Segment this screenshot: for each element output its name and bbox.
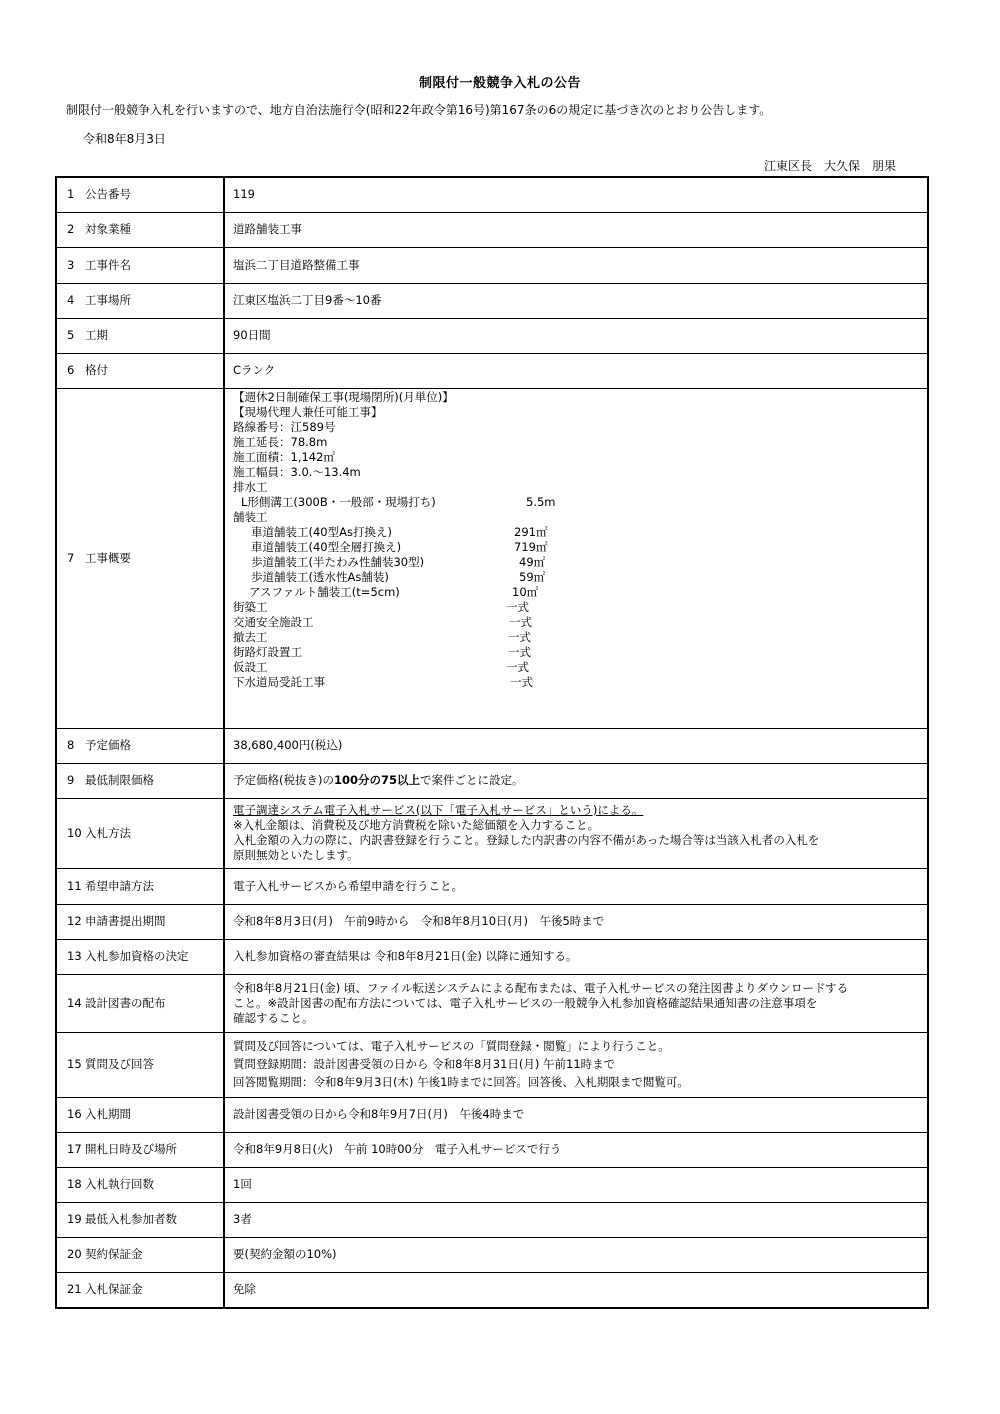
row-label bbox=[56, 353, 224, 388]
row-value: 3者 bbox=[224, 1202, 928, 1237]
label-text: 予定価格 bbox=[85, 738, 131, 752]
table-row bbox=[56, 728, 928, 763]
table-row bbox=[56, 1167, 928, 1202]
work-item-name: L形側溝工(300B・一般部・現場打ち) bbox=[241, 494, 436, 509]
table-row bbox=[56, 212, 928, 247]
row-number: 12 bbox=[67, 914, 82, 928]
label-text: 質問及び回答 bbox=[85, 1057, 154, 1071]
row-label bbox=[56, 868, 224, 904]
work-item-name: 車道舗装工(40型As打換え) bbox=[251, 524, 392, 539]
label-text: 公告番号 bbox=[85, 187, 131, 202]
intro-text: 制限付一般競争入札を行いますので、地方自治法施行令(昭和22年政令第16号)第167条の6の規定に基づき次のとおり公告します。 bbox=[66, 103, 772, 117]
row-value: 1回 bbox=[224, 1167, 928, 1202]
row-label bbox=[56, 177, 224, 212]
row-label bbox=[56, 388, 224, 728]
row-label bbox=[56, 1097, 224, 1132]
row-label bbox=[56, 283, 224, 318]
work-item bbox=[233, 555, 919, 570]
notice-date: 令和8年8月3日 bbox=[83, 132, 166, 146]
label-text: 格付 bbox=[85, 363, 108, 377]
row-value: 90日間 bbox=[224, 318, 928, 353]
table-row bbox=[56, 1237, 928, 1272]
row-number: 14 bbox=[67, 995, 82, 1010]
row-value: 電子入札サービスから希望申請を行うこと。 bbox=[224, 868, 928, 904]
row-value bbox=[224, 763, 928, 798]
notice-title: 制限付一般競争入札の公告 bbox=[418, 76, 581, 91]
label-text: 申請書提出期間 bbox=[85, 914, 166, 928]
work-item-name: 車道舗装工(40型全層打換え) bbox=[251, 539, 402, 554]
overview-line: 舗装工 bbox=[233, 509, 268, 524]
work-item-qty: 49㎡ bbox=[519, 554, 546, 569]
work-item bbox=[233, 495, 919, 510]
label-text: 工事場所 bbox=[85, 293, 131, 307]
row-label bbox=[56, 763, 224, 798]
row-number: 1 bbox=[67, 187, 75, 202]
row-label bbox=[56, 247, 224, 283]
work-item-name: アスファルト舗装工(t=5cm) bbox=[249, 584, 400, 599]
value-text: 予定価格(税抜き)の bbox=[233, 773, 334, 787]
table-row bbox=[56, 868, 928, 904]
drawings-line: こと。※設計図書の配布方法については、電子入札サービスの一般競争入札参加資格確認結果通知書の注意事項を bbox=[233, 995, 818, 1010]
work-item-name: 下水道局受託工事 bbox=[233, 674, 325, 689]
row-number: 15 bbox=[67, 1057, 82, 1071]
work-item bbox=[233, 660, 919, 675]
row-number: 3 bbox=[67, 257, 75, 272]
work-item bbox=[233, 675, 919, 690]
work-item-qty: 719㎡ bbox=[514, 539, 548, 554]
label-text: 契約保証金 bbox=[85, 1247, 143, 1261]
work-item bbox=[233, 630, 919, 645]
work-item-qty: 一式 bbox=[509, 614, 532, 629]
row-label bbox=[56, 1202, 224, 1237]
bid-method-line: 入札金額の入力の際に、内訳書登録を行うこと。登録した内訳書の内容不備があった場合等は当該入札者の入札を bbox=[233, 833, 820, 847]
work-item-name: 歩道舗装工(半たわみ性舗装30型) bbox=[251, 554, 425, 569]
row-value: 38,680,400円(税込) bbox=[224, 728, 928, 763]
overview-line: 【現場代理人兼任可能工事】 bbox=[233, 404, 383, 419]
table-row bbox=[56, 1272, 928, 1308]
work-item-qty: 一式 bbox=[508, 644, 531, 659]
row-value: 令和8年9月8日(火) 午前 10時00分 電子入札サービスで行う bbox=[224, 1132, 928, 1167]
row-value: 令和8年8月3日(月) 午前9時から 令和8年8月10日(月) 午後5時まで bbox=[224, 904, 928, 939]
table-row bbox=[56, 904, 928, 939]
label-text: 入札方法 bbox=[85, 825, 131, 840]
label-text: 工事概要 bbox=[85, 550, 131, 565]
table-row bbox=[56, 283, 928, 318]
label-text: 設計図書の配布 bbox=[85, 995, 166, 1010]
overview-line: 施工幅員：3.0.～13.4m bbox=[233, 464, 361, 479]
drawings-line: 確認すること。 bbox=[233, 1010, 314, 1025]
row-number: 2 bbox=[67, 222, 75, 236]
work-item-qty: 10㎡ bbox=[512, 584, 539, 599]
work-item-name: 街築工 bbox=[233, 599, 268, 614]
table-row bbox=[56, 974, 928, 1032]
overview-line: 【週休2日制確保工事(現場閉所)(月単位)】 bbox=[233, 389, 454, 404]
row-label bbox=[56, 1132, 224, 1167]
work-item-name: 街路灯設置工 bbox=[233, 644, 302, 659]
value-emphasis: 100分の75以上 bbox=[333, 773, 420, 787]
row-number: 16 bbox=[67, 1107, 82, 1121]
label-text: 工事件名 bbox=[85, 257, 131, 272]
bid-method-line: 原則無効といたします。 bbox=[233, 848, 359, 862]
work-item-name: 歩道舗装工(透水性As舗装) bbox=[251, 569, 389, 584]
row-label bbox=[56, 904, 224, 939]
work-item bbox=[233, 540, 919, 555]
row-number: 4 bbox=[67, 293, 75, 307]
table-row bbox=[56, 763, 928, 798]
label-text: 最低制限価格 bbox=[85, 773, 154, 787]
label-text: 工期 bbox=[85, 328, 108, 342]
table-row bbox=[56, 318, 928, 353]
table-row bbox=[56, 1032, 928, 1097]
row-value: 江東区塩浜二丁目9番～10番 bbox=[224, 283, 928, 318]
qa-line: 回答閲覧期間：令和8年9月3日(木) 午後1時までに回答。回答後、入札期限まで閲覧可。 bbox=[233, 1075, 689, 1089]
table-row bbox=[56, 388, 928, 728]
work-item-name: 交通安全施設工 bbox=[233, 614, 314, 629]
label-text: 入札期間 bbox=[85, 1107, 131, 1121]
row-label bbox=[56, 1272, 224, 1308]
overview-line: 施工面積：1,142㎡ bbox=[233, 449, 335, 464]
row-value: 入札参加資格の審査結果は 令和8年8月21日(金) 以降に通知する。 bbox=[224, 939, 928, 974]
label-text: 開札日時及び場所 bbox=[85, 1142, 177, 1156]
work-item-qty: 一式 bbox=[508, 629, 531, 644]
row-value: 道路舗装工事 bbox=[224, 212, 928, 247]
work-item-qty: 一式 bbox=[506, 599, 529, 614]
row-value: Cランク bbox=[224, 353, 928, 388]
work-item-name: 仮設工 bbox=[233, 659, 268, 674]
row-number: 8 bbox=[67, 738, 75, 752]
row-number: 21 bbox=[67, 1282, 82, 1297]
qa-line: 質問登録期間：設計図書受領の日から 令和8年8月31日(月) 午前11時まで bbox=[233, 1057, 616, 1071]
row-label bbox=[56, 1167, 224, 1202]
work-item bbox=[233, 600, 919, 615]
row-number: 11 bbox=[67, 878, 82, 893]
label-text: 対象業種 bbox=[85, 222, 131, 236]
label-text: 最低入札参加者数 bbox=[85, 1212, 177, 1226]
row-value: 設計図書受領の日から令和8年9月7日(月) 午後4時まで bbox=[224, 1097, 928, 1132]
work-item-qty: 一式 bbox=[510, 674, 533, 689]
overview-line: 施工延長：78.8m bbox=[233, 434, 328, 449]
work-item bbox=[233, 525, 919, 540]
work-item-qty: 291㎡ bbox=[514, 524, 548, 539]
signer: 江東区長 大久保 朋果 bbox=[763, 159, 896, 173]
row-label bbox=[56, 728, 224, 763]
row-value: 119 bbox=[224, 177, 928, 212]
row-value bbox=[224, 1032, 928, 1097]
table-row bbox=[56, 939, 928, 974]
table-row bbox=[56, 353, 928, 388]
work-item-qty: 59㎡ bbox=[519, 569, 546, 584]
row-value: 免除 bbox=[224, 1272, 928, 1308]
qa-line: 質問及び回答については、電子入札サービスの「質問登録・閲覧」により行うこと。 bbox=[233, 1039, 670, 1053]
row-number: 13 bbox=[67, 949, 82, 963]
row-number: 10 bbox=[67, 825, 82, 840]
row-number: 18 bbox=[67, 1177, 82, 1191]
drawings-line: 令和8年8月21日(金) 頃、ファイル転送システムによる配布または、電子入札サービスの発注図書よりダウンロードする bbox=[233, 980, 849, 995]
work-item-qty: 一式 bbox=[506, 659, 529, 674]
bid-method-line: ※入札金額は、消費税及び地方消費税を除いた総価額を入力すること。 bbox=[233, 818, 600, 832]
row-label bbox=[56, 212, 224, 247]
row-label bbox=[56, 798, 224, 868]
row-number: 6 bbox=[67, 363, 75, 377]
row-number: 17 bbox=[67, 1142, 82, 1156]
value-text: で案件ごとに設定。 bbox=[420, 773, 524, 787]
table-row bbox=[56, 1097, 928, 1132]
work-item-qty: 5.5m bbox=[526, 494, 556, 509]
overview-line: 排水工 bbox=[233, 479, 268, 494]
table-row bbox=[56, 1132, 928, 1167]
overview-line: 路線番号：江589号 bbox=[233, 419, 336, 434]
table-row bbox=[56, 798, 928, 868]
row-value: 塩浜二丁目道路整備工事 bbox=[224, 247, 928, 283]
table-row bbox=[56, 1202, 928, 1237]
row-value: 要(契約金額の10%) bbox=[224, 1237, 928, 1272]
row-label bbox=[56, 1237, 224, 1272]
table-row bbox=[56, 247, 928, 283]
label-text: 希望申請方法 bbox=[85, 878, 154, 893]
row-label bbox=[56, 939, 224, 974]
work-item-name: 撤去工 bbox=[233, 629, 268, 644]
label-text: 入札参加資格の決定 bbox=[85, 949, 189, 963]
notice-table bbox=[55, 176, 929, 1309]
row-number: 20 bbox=[67, 1247, 82, 1261]
row-number: 19 bbox=[67, 1212, 82, 1226]
row-label bbox=[56, 318, 224, 353]
row-number: 5 bbox=[67, 328, 75, 342]
row-number: 7 bbox=[67, 550, 75, 565]
work-item bbox=[233, 615, 919, 630]
row-value bbox=[224, 798, 928, 868]
row-label bbox=[56, 974, 224, 1032]
bid-method-line: 電子調達システム電子入札サービス(以下「電子入札サービス」という)による。 bbox=[233, 803, 644, 817]
row-number: 9 bbox=[67, 773, 75, 787]
work-item bbox=[233, 585, 919, 600]
row-value bbox=[224, 974, 928, 1032]
label-text: 入札保証金 bbox=[85, 1282, 143, 1297]
overview-cell bbox=[224, 388, 928, 728]
table-row bbox=[56, 177, 928, 212]
row-label bbox=[56, 1032, 224, 1097]
work-item bbox=[233, 645, 919, 660]
label-text: 入札執行回数 bbox=[85, 1177, 154, 1191]
work-item bbox=[233, 570, 919, 585]
